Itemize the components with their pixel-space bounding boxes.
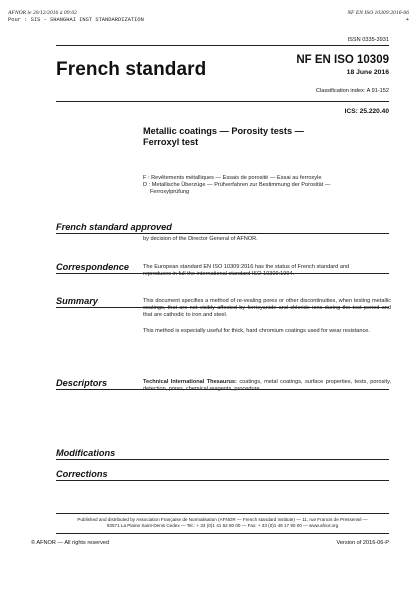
- corrections-heading: Corrections: [56, 469, 108, 479]
- document-title-line1: Metallic coatings — Porosity tests —: [143, 126, 304, 136]
- modifications-heading: Modifications: [56, 448, 116, 458]
- correspondence-text-line2: reproduces in full the international standard ISO 10309:1994.: [143, 271, 295, 277]
- summary-paragraph-2: This method is especially useful for thick, hard chromium coatings used for wear resistance.: [143, 328, 370, 334]
- issn: ISSN 0335-3931: [347, 37, 389, 43]
- classification-index: Classification index: A 91-152: [315, 88, 389, 94]
- publisher-line2: 93571 La Plaine Saint-Denis Cedex — Tel.: + 33 (0)1 41 62 80 00 — Fax: + 33 (0)1 49 17 90 00 — www.afnor.org: [106, 523, 339, 528]
- descriptors-heading: Descriptors: [56, 378, 108, 388]
- stamp-recipient: Pour : SIS - SHANGHAI INST STANDARDIZATION: [8, 17, 144, 23]
- approved-rule: [56, 233, 389, 234]
- modifications-rule: [56, 459, 389, 460]
- summary-heading: Summary: [56, 296, 98, 306]
- correspondence-text: [143, 264, 391, 278]
- title-rule: [56, 101, 389, 102]
- publisher-info: [56, 517, 389, 529]
- standard-code: NF EN ISO 10309: [296, 54, 389, 66]
- top-rule: [56, 45, 389, 46]
- descriptors-text: [143, 379, 391, 393]
- descriptors-terms: coatings, metal coatings, surface properties, tests, porosity, detection, pores, chemical reagents, procedure.: [143, 379, 391, 392]
- title-translations: [143, 175, 393, 196]
- summary-paragraph-1: This document specifies a method of re-vealing pores or other discontinuities, when testing metallic coatings, that are not visibly affected by ferricyanide and chloride ions during the test period and that are cathodic to iron and steel.: [143, 298, 391, 318]
- translation-de-line2: Ferroxylprüfung: [150, 189, 190, 195]
- ics-code: ICS: 25.220.40: [344, 108, 389, 115]
- publisher-bottom-rule: [56, 533, 389, 534]
- stamp-plus: +: [405, 17, 409, 23]
- publisher-rule: [56, 513, 389, 514]
- publication-date: 18 June 2016: [346, 69, 389, 76]
- document-title: [143, 126, 304, 148]
- version: Version of 2016-06-P: [336, 540, 389, 546]
- correspondence-heading: Correspondence: [56, 262, 130, 272]
- publisher-line1: Published and distributed by Association Française de Normalisation (AFNOR — French standard institute) — 11, rue Francis de Pressensé —: [77, 517, 368, 522]
- correspondence-text-line1: The European standard EN ISO 10309:2016 has the status of French standard and: [143, 264, 350, 270]
- doc-type-title: French standard: [56, 59, 207, 80]
- approved-heading: French standard approved: [56, 222, 172, 232]
- translation-fr: F : Revêtements métalliques — Essais de porosité — Essai au ferroxyle: [143, 175, 322, 181]
- translation-de-line1: D : Metallische Überzüge — Prüfverfahren zur Bestimmung der Porosität —: [143, 182, 331, 188]
- approved-text: by decision of the Director General of AFNOR.: [143, 236, 258, 242]
- descriptors-label: Technical International Thesaurus:: [143, 379, 237, 385]
- copyright: © AFNOR — All rights reserved: [31, 540, 110, 546]
- stamp-date: AFNOR le 20/12/2016 à 09:02: [8, 10, 77, 16]
- stamp-standard-ref: NF EN ISO 10309:2016-06: [347, 10, 409, 16]
- corrections-rule: [56, 480, 389, 481]
- document-title-line2: Ferroxyl test: [143, 137, 199, 147]
